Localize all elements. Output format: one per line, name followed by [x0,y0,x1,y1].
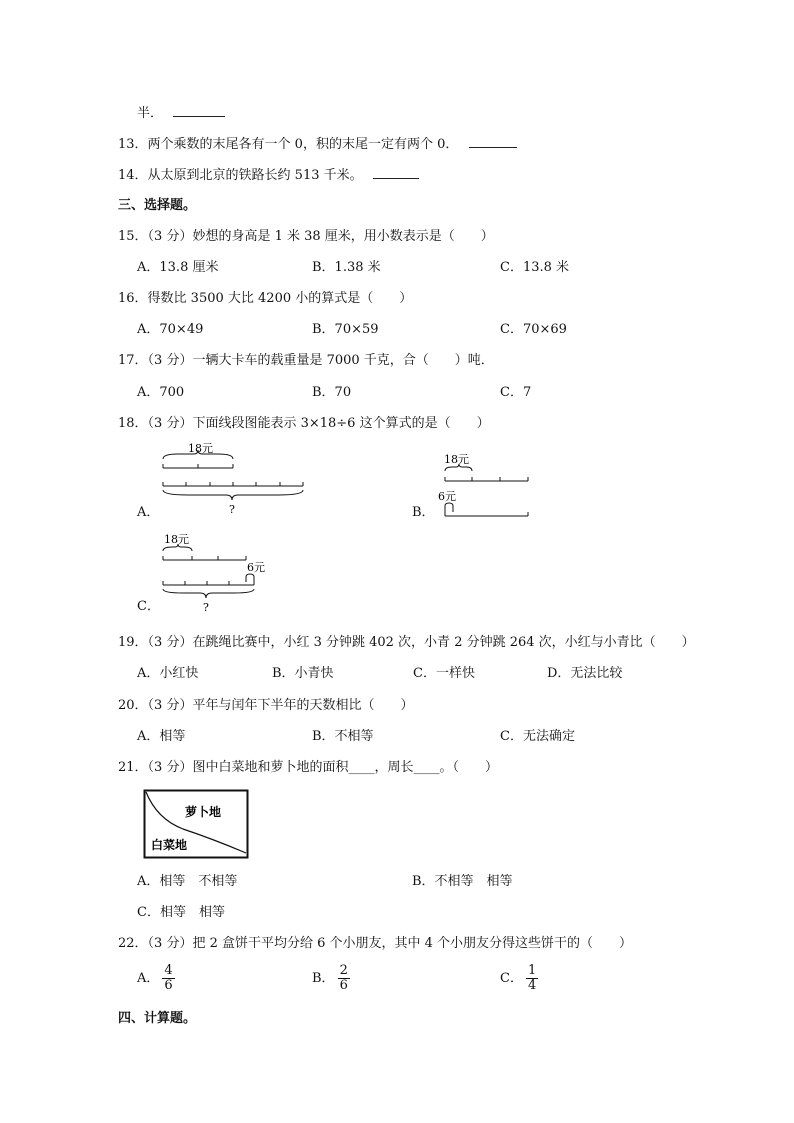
q18-diagram-b [438,450,538,520]
diagram-c-small-label: 6元 [247,561,265,574]
q12-tail-text: 半． [137,106,164,121]
q18-option-c[interactable]: C． [137,599,160,614]
diagram-a-top-label: 18元 [188,442,213,455]
q22-option-a-label: A． [137,971,160,986]
q16-option-c[interactable]: C．70×69 [500,322,567,337]
q19-option-d[interactable]: D．无法比较 [547,666,623,681]
q14-text: 14．从太原到北京的铁路长约 513 千米。 [118,168,363,183]
q19-option-c[interactable]: C．一样快 [413,666,475,681]
q22-option-a-fraction [162,964,174,993]
diagram-b-small-label: 6元 [438,490,456,503]
q19: 19．（3 分）在跳绳比赛中，小红 3 分钟跳 402 次，小青 2 分钟跳 264 次，小红与小青比（ ） [118,635,695,650]
q22-option-b-label: B． [312,971,335,986]
q14-answer-blank[interactable] [373,166,419,179]
q22: 22．（3 分）把 2 盒饼干平均分给 6 个小朋友，其中 4 个小朋友分得这些饼干的（ ） [118,936,633,951]
q18-diagram-c [158,530,278,620]
q13 [118,135,517,154]
q22-option-c-label: C． [500,971,523,986]
q22-option-a[interactable] [137,964,175,993]
q16-option-a[interactable]: A．70×49 [137,322,204,337]
q12-answer-blank[interactable] [173,104,225,117]
q12-tail [137,104,225,123]
field-bottom-label: 白菜地 [151,838,188,852]
diagram-a-bottom-label: ? [229,503,235,516]
denominator: 4 [527,978,537,993]
q21-option-a[interactable]: A．相等 不相等 [137,874,238,889]
q15-option-b[interactable]: B．1.38 米 [312,260,381,275]
q13-text: 13．两个乘数的末尾各有一个 0，积的末尾一定有两个 0． [118,137,459,152]
q22-option-c-fraction [526,964,538,993]
denominator: 6 [164,978,173,993]
q22-option-b[interactable] [312,964,350,993]
q20-option-a[interactable]: A．相等 [137,729,186,744]
q21-option-c[interactable]: C．相等 相等 [137,905,225,920]
q19-option-a[interactable]: A．小红快 [137,666,199,681]
q13-answer-blank[interactable] [469,135,517,148]
q18-option-a[interactable]: A． [137,505,160,520]
diagram-c-top-label: 18元 [164,533,189,546]
q18-option-b[interactable]: B． [412,505,435,520]
q20: 20．（3 分）平年与闰年下半年的天数相比（ ） [118,698,414,713]
q18-diagram-a [158,440,308,520]
q14 [118,166,419,185]
section-3-heading: 三、选择题。 [118,198,197,213]
numerator: 2 [339,963,348,978]
q21: 21．（3 分）图中白菜地和萝卜地的面积____，周长____。（ ） [118,760,498,775]
q16-option-b[interactable]: B．70×59 [312,322,379,337]
q21-option-b[interactable]: B．不相等 相等 [412,874,513,889]
q22-option-c[interactable] [500,964,538,993]
q22-option-b-fraction [338,964,350,993]
q15: 15．（3 分）妙想的身高是 1 米 38 厘米，用小数表示是（ ） [118,229,494,244]
q17-option-c[interactable]: C．7 [500,385,532,400]
q20-option-c[interactable]: C．无法确定 [500,729,575,744]
q17: 17．（3 分）一辆大卡车的载重量是 7000 千克，合（ ）吨． [118,353,494,368]
diagram-b-top-label: 18元 [444,453,469,466]
q15-option-c[interactable]: C．13.8 米 [500,260,570,275]
q19-option-b[interactable]: B．小青快 [272,666,334,681]
denominator: 6 [339,978,348,993]
q15-option-a[interactable]: A．13.8 厘米 [137,260,219,275]
q20-option-b[interactable]: B．不相等 [312,729,374,744]
section-4-heading: 四、计算题。 [118,1011,197,1026]
q16: 16．得数比 3500 大比 4200 小的算式是（ ） [118,291,413,306]
numerator: 1 [527,963,537,978]
diagram-c-bottom-label: ? [203,601,209,614]
q18: 18．（3 分）下面线段图能表示 3×18÷6 这个算式的是（ ） [118,416,490,431]
q17-option-b[interactable]: B．70 [312,385,352,400]
q17-option-a[interactable]: A．700 [137,385,185,400]
q21-field-figure [143,789,249,859]
numerator: 4 [164,963,173,978]
field-top-label: 萝卜地 [185,805,222,819]
